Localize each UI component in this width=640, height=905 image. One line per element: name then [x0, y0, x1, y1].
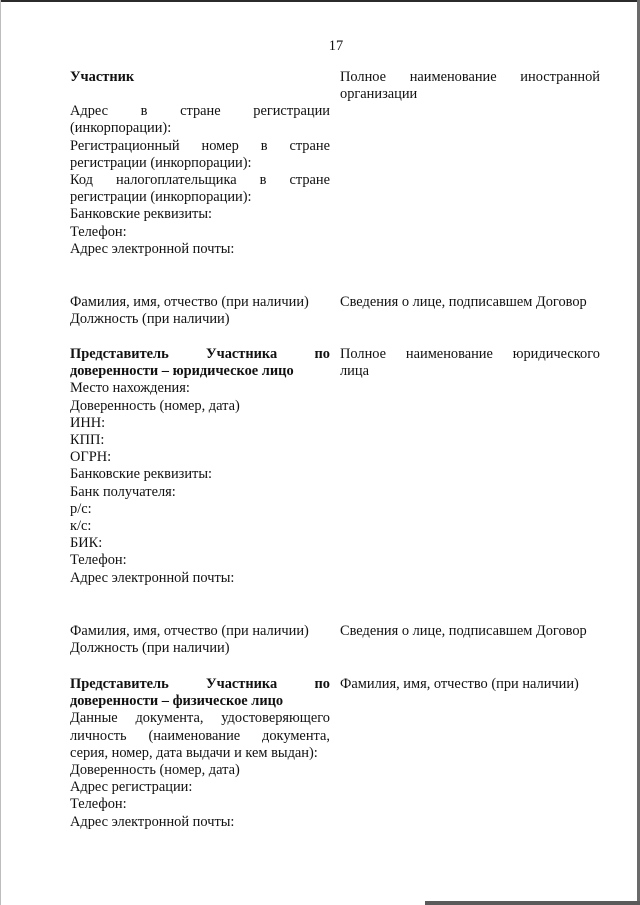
rep-individual-phone: Телефон:: [70, 796, 127, 813]
word: в: [260, 137, 268, 154]
word: регистрации: [253, 103, 330, 120]
word: юридического: [512, 346, 600, 362]
participant-right: [340, 69, 600, 103]
word: по: [314, 676, 330, 692]
participant-left: [70, 69, 330, 258]
rep-legal-ogrn: ОГРН:: [70, 449, 112, 466]
rep-individual-heading-line1: [70, 676, 330, 693]
participant-right-line2: организации: [340, 86, 418, 103]
rep-legal-bank: Банковские реквизиты:: [70, 466, 212, 483]
rep-individual-doc-line2: [70, 728, 330, 745]
word: стране: [289, 172, 330, 189]
rep-legal-email: Адрес электронной почты:: [70, 569, 235, 586]
word: Представитель: [70, 676, 169, 692]
participant-heading: Участник: [70, 69, 135, 85]
rep-individual-right: [340, 676, 610, 693]
word: Адрес: [70, 103, 109, 120]
participant-tax-code-line: [70, 172, 330, 189]
scan-bottom-edge: [425, 901, 640, 905]
word: Представитель: [70, 346, 169, 362]
rep-legal-location: Место нахождения:: [70, 380, 190, 397]
word: Полное: [340, 69, 387, 85]
signature-name-label: Фамилия, имя, отчество (при наличии): [70, 623, 309, 639]
participant-bank: Банковские реквизиты:: [70, 206, 212, 223]
participant-reg-number-cont: регистрации (инкорпорации):: [70, 154, 252, 171]
participant-right-line1: [340, 69, 600, 86]
word: номер: [201, 137, 239, 154]
scan-top-edge: [0, 0, 640, 2]
word: удостоверяющего: [221, 710, 330, 727]
signature-block-1-left: [70, 294, 332, 328]
word: личность: [70, 727, 127, 744]
participant-address-cont: (инкорпорации):: [70, 120, 172, 137]
rep-individual-reg-address: Адрес регистрации:: [70, 779, 193, 796]
word: Данные: [70, 710, 118, 727]
word: в: [140, 103, 148, 120]
rep-legal-heading-line2: доверенности – юридическое лицо: [70, 363, 294, 380]
rep-individual-left: [70, 676, 330, 831]
word: (наименование: [148, 727, 241, 744]
signature-position-label: Должность (при наличии): [70, 640, 230, 657]
word: наименование: [409, 69, 497, 85]
signature-position-label: Должность (при наличии): [70, 311, 230, 328]
word: Регистрационный: [70, 137, 180, 154]
signature-name-label: Фамилия, имя, отчество (при наличии): [70, 294, 309, 310]
rep-legal-bik: БИК:: [70, 535, 103, 552]
page-number: 17: [328, 38, 344, 54]
rep-individual-doc-line1: [70, 710, 330, 727]
participant-tax-code-cont: регистрации (инкорпорации):: [70, 189, 252, 206]
word: документа,: [262, 727, 330, 744]
rep-legal-right-line1: [340, 346, 600, 363]
rep-individual-heading-line2: доверенности – физическое лицо: [70, 693, 284, 710]
participant-address-line: [70, 103, 330, 120]
participant-email: Адрес электронной почты:: [70, 240, 235, 257]
rep-legal-inn: ИНН:: [70, 414, 106, 431]
word: стране: [289, 137, 330, 154]
rep-individual-poa: Доверенность (номер, дата): [70, 762, 240, 779]
rep-legal-heading-line1: [70, 346, 330, 363]
rep-legal-right-line2: лица: [340, 363, 369, 380]
participant-phone: Телефон:: [70, 223, 127, 240]
word: наименование: [405, 346, 493, 362]
rep-legal-ks: к/с:: [70, 518, 92, 535]
rep-legal-poa: Доверенность (номер, дата): [70, 397, 240, 414]
rep-legal-left: [70, 346, 330, 587]
rep-legal-kpp: КПП:: [70, 432, 105, 449]
word: налогоплательщика: [116, 172, 237, 189]
rep-individual-email: Адрес электронной почты:: [70, 813, 235, 830]
word: иностранной: [520, 69, 600, 85]
rep-legal-right: [340, 346, 600, 380]
word: документа,: [135, 710, 204, 727]
word: Участника: [206, 346, 278, 362]
rep-legal-bank-name: Банк получателя:: [70, 483, 176, 500]
word: Участника: [206, 676, 278, 692]
rep-individual-right-line1: Фамилия, имя, отчество (при наличии): [340, 676, 579, 692]
rep-legal-phone: Телефон:: [70, 552, 127, 569]
word: в: [259, 172, 267, 189]
word: Полное: [340, 346, 387, 362]
word: по: [314, 346, 330, 362]
signature-info-label: Сведения о лице, подписавшем Договор: [340, 623, 587, 639]
rep-legal-rs: р/с:: [70, 500, 92, 517]
word: Код: [70, 172, 93, 189]
signature-info-label: Сведения о лице, подписавшем Договор: [340, 294, 587, 310]
rep-individual-doc-line3: серия, номер, дата выдачи и кем выдан):: [70, 744, 318, 761]
signature-block-2-right: [340, 623, 610, 640]
signature-block-2-left: [70, 623, 332, 657]
word: стране: [180, 103, 221, 120]
participant-reg-number-line: [70, 138, 330, 155]
scan-left-edge: [0, 0, 1, 905]
signature-block-1-right: [340, 294, 610, 311]
